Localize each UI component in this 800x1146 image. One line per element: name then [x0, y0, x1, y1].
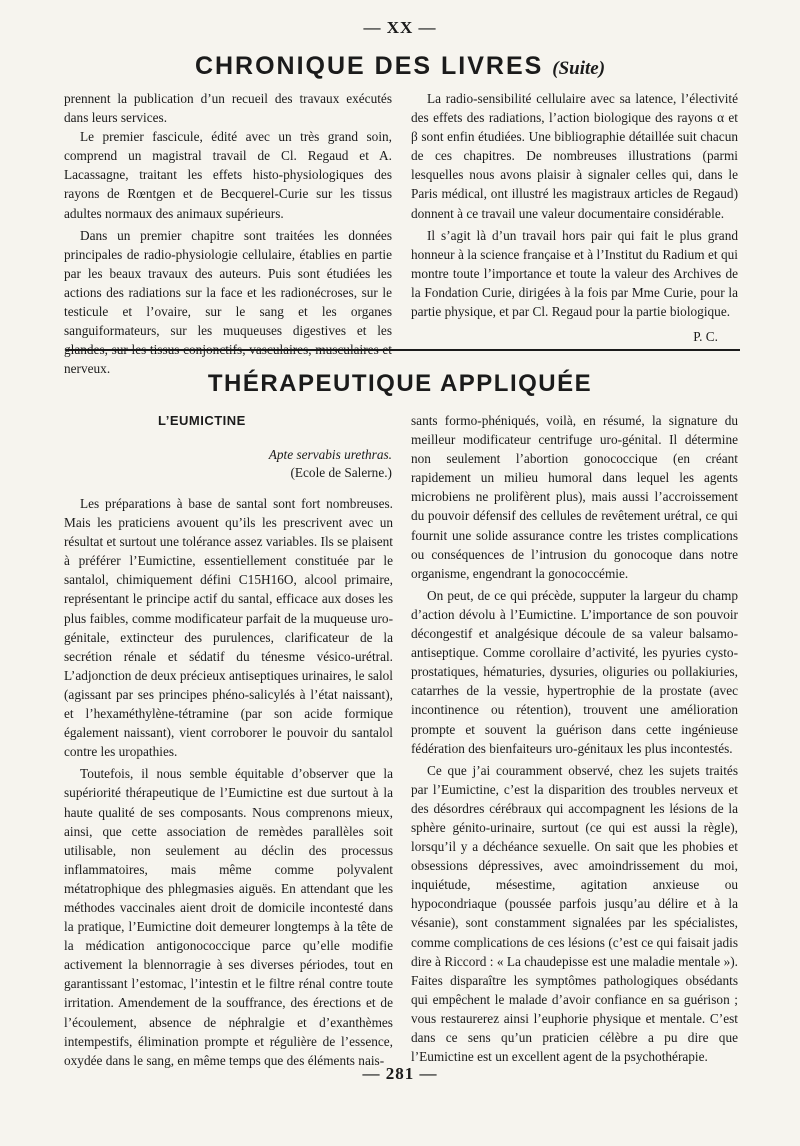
article-left-column [64, 494, 393, 1070]
page-number-top: — XX — [363, 18, 437, 37]
article-paragraph: sants formo-phéniqués, voilà, en résumé, la signature du meilleur modificateur centrifuge uro-génital. Il détermine non seulement l’abortion gonococcique (en créant rapidement un milieu humoral dans lequel les agents microbiens ne prolifèrent plus), mais aussi l’accroissement du pouvoir défensif des cellules de revêtement urétral, ce qui fournit une solide assurance contre les tristes complications ou conséquences de l’intrusion du gonocoque dans notre organisme, engendrant la gonococcémie. [411, 413, 738, 581]
chronicle-signature: P. C. [693, 329, 718, 345]
chronicle-paragraph: Le premier fascicule, édité avec un très grand soin, comprend un magistral travail de Cl. Regaud et A. Lacassagne, traitant les effets histo-physiologiques des rayons de Rœntgen et de Becquerel-Curie sur les tissus adultes normaux des animaux supérieurs. [64, 129, 392, 221]
chronicle-title [0, 52, 800, 81]
chronicle-title-text: CHRONIQUE DES LIVRES [194, 52, 544, 80]
article-heading: L’EUMICTINE [158, 413, 246, 428]
section-title: THÉRAPEUTIQUE APPLIQUÉE [207, 370, 593, 397]
chronicle-paragraph: prennent la publication d’un recueil des travaux exécutés dans leurs services. [64, 91, 392, 126]
section-divider [66, 349, 740, 351]
chronicle-left-column [64, 89, 392, 378]
chronicle-title-suffix: (Suite) [552, 58, 606, 79]
article-paragraph: On peut, de ce qui précède, supputer la largeur du champ d’action dévolu à l’Eumictine. L’importance de son pouvoir décongestif et analgésique découle de sa valeur balsamo-antiseptique. Comme corollaire d’activité, les pyuries cysto-prostatiques, hématuries, dysuries, oliguries ou pollakiuries, catarrhes de la vessie, hypertrophie de la prostate (avec incontinence ou rétention), trouvent une amélioration prompte et souvent la guérison dans cette ingénieuse fédération des bienfaiteurs uro-génitaux les plus incontestés. [411, 587, 738, 756]
article-paragraph: Toutefois, il nous semble équitable d’observer que la supériorité thérapeutique de l’Eumictine est due surtout à la haute qualité de ses composants. Nous comprenons mieux, ainsi, que cette association de remèdes parallèles soit utilisable, non seulement au déclin des processus inflammatoires, mais même comme polyvalent métatrophique des phlegmasies aiguës. En attendant que les méthodes vaccinales aient droit de domicile incontesté dans la pratique, l’Eumictine doit demeurer longtemps à la tête de la médication antigonococcique parce qu’elle modifie activement la blennorragie à ses diverses périodes, tout en garantissant l’estomac, l’intestin et le filtre rénal contre toute irritation. Amendement de la souffrance, des érections et de l’écoulement, absence de néphralgie et d’exanthèmes intempestifs, élimination prompte et régulière de l’essence, oxydée dans le sang, en même temps que des éléments nais- [64, 766, 393, 1068]
article-right-column [411, 411, 738, 1066]
epigraph [230, 446, 392, 482]
article-paragraph: Les préparations à base de santal sont fort nombreuses. Mais les praticiens avouent qu’ils les prescrivent avec un résultat et surtout une tolérance assez variables. Ils se plaisent à préférer l’Eumictine, essentiellement constituée par le santalol, chimiquement défini C15H16O, alcool primaire, représentant le principe actif du santal, efficace aux doses les plus faibles, comme modificateur parfait de la muqueuse uro-génitale, extincteur des purulences, clarificateur de la secrétion rénale et sédatif du ténesme vésico-urétral. L’adjonction de deux précieux antiseptiques urinaires, le salol (agissant par ses principes phéno-salicylés à l’état naissant), et l’hexaméthylène-tétramine (par son acide formique également naissant), vient corroborer le pouvoir du santalol contre les uropathies. [64, 496, 393, 760]
article-paragraph: Ce que j’ai couramment observé, chez les sujets traités par l’Eumictine, c’est la disparition des troubles nerveux et des désordres cérébraux qui accompagnent les lésions de la sphère génito-urinaire, surtout (ce qui est aussi la règle), lorsqu’il y a déchéance sexuelle. On sait que les phobies et obsessions dépressives, avec amoindrissement du moi, inquiétude, mésestime, agitation anxieuse ou hypocondriaque (poussée parfois jusqu’au délire et à la vésanie), sont constamment signalées par les spécialistes, comme complications de ces lésions (c’est ce qui faisait jadis dire à Riccord : « La chaudepisse est une maladie mentale »). Faites disparaître les symptômes pathologiques obsédants qui empêchent le malade d’avoir confiance en sa guérison ; vous restaurerez ainsi l’euphorie physique et mentale. C’est dans ce sens qu’un praticien célèbre a pu dire que l’Eumictine est un excellent agent de la psychothérapie. [411, 762, 738, 1065]
chronicle-paragraph: Dans un premier chapitre sont traitées les données principales de radio-physiologie cellulaire, établies en partie par les beaux travaux des auteurs. Puis sont étudiées les actions des radiations sur la face et les radionécroses, sur le testicule et l’ovaire, sur le sang et les organes sanguiformateurs, sur les muqueuses digestives et les glandes, sur les tissus conjonctifs, vasculaires, musculaires et nerveux. [64, 227, 392, 377]
chronicle-paragraph: La radio-sensibilité cellulaire avec sa latence, l’électivité des effets des radiations, l’action biologique des rayons α et β sont enfin étudiées. Une bibliographie détaillée suit chacun de ces chapitres. De nombreuses illustrations (parmi lesquelles nous avons plaisir à signaler celles qui, dans le Paris médical, ont illustré les magistraux articles de Regaud) donnent à ce travail une valeur documentaire considérable. [411, 91, 738, 221]
page-number-bottom: — 281 — [362, 1064, 438, 1083]
epigraph-motto: Apte servabis urethras. [268, 447, 392, 462]
epigraph-source: (Ecole de Salerne.) [290, 465, 392, 480]
chronicle-right-column [411, 89, 738, 346]
chronicle-paragraph: Il s’agit là d’un travail hors pair qui fait le plus grand honneur à la science française et à l’Institut du Radium et qui montre toute l’importance et toute la valeur des Archives de la Fondation Curie, dirigées à la fois par Mme Curie, pour la partie physique, et par Cl. Regaud pour la partie biologique. [411, 227, 738, 320]
